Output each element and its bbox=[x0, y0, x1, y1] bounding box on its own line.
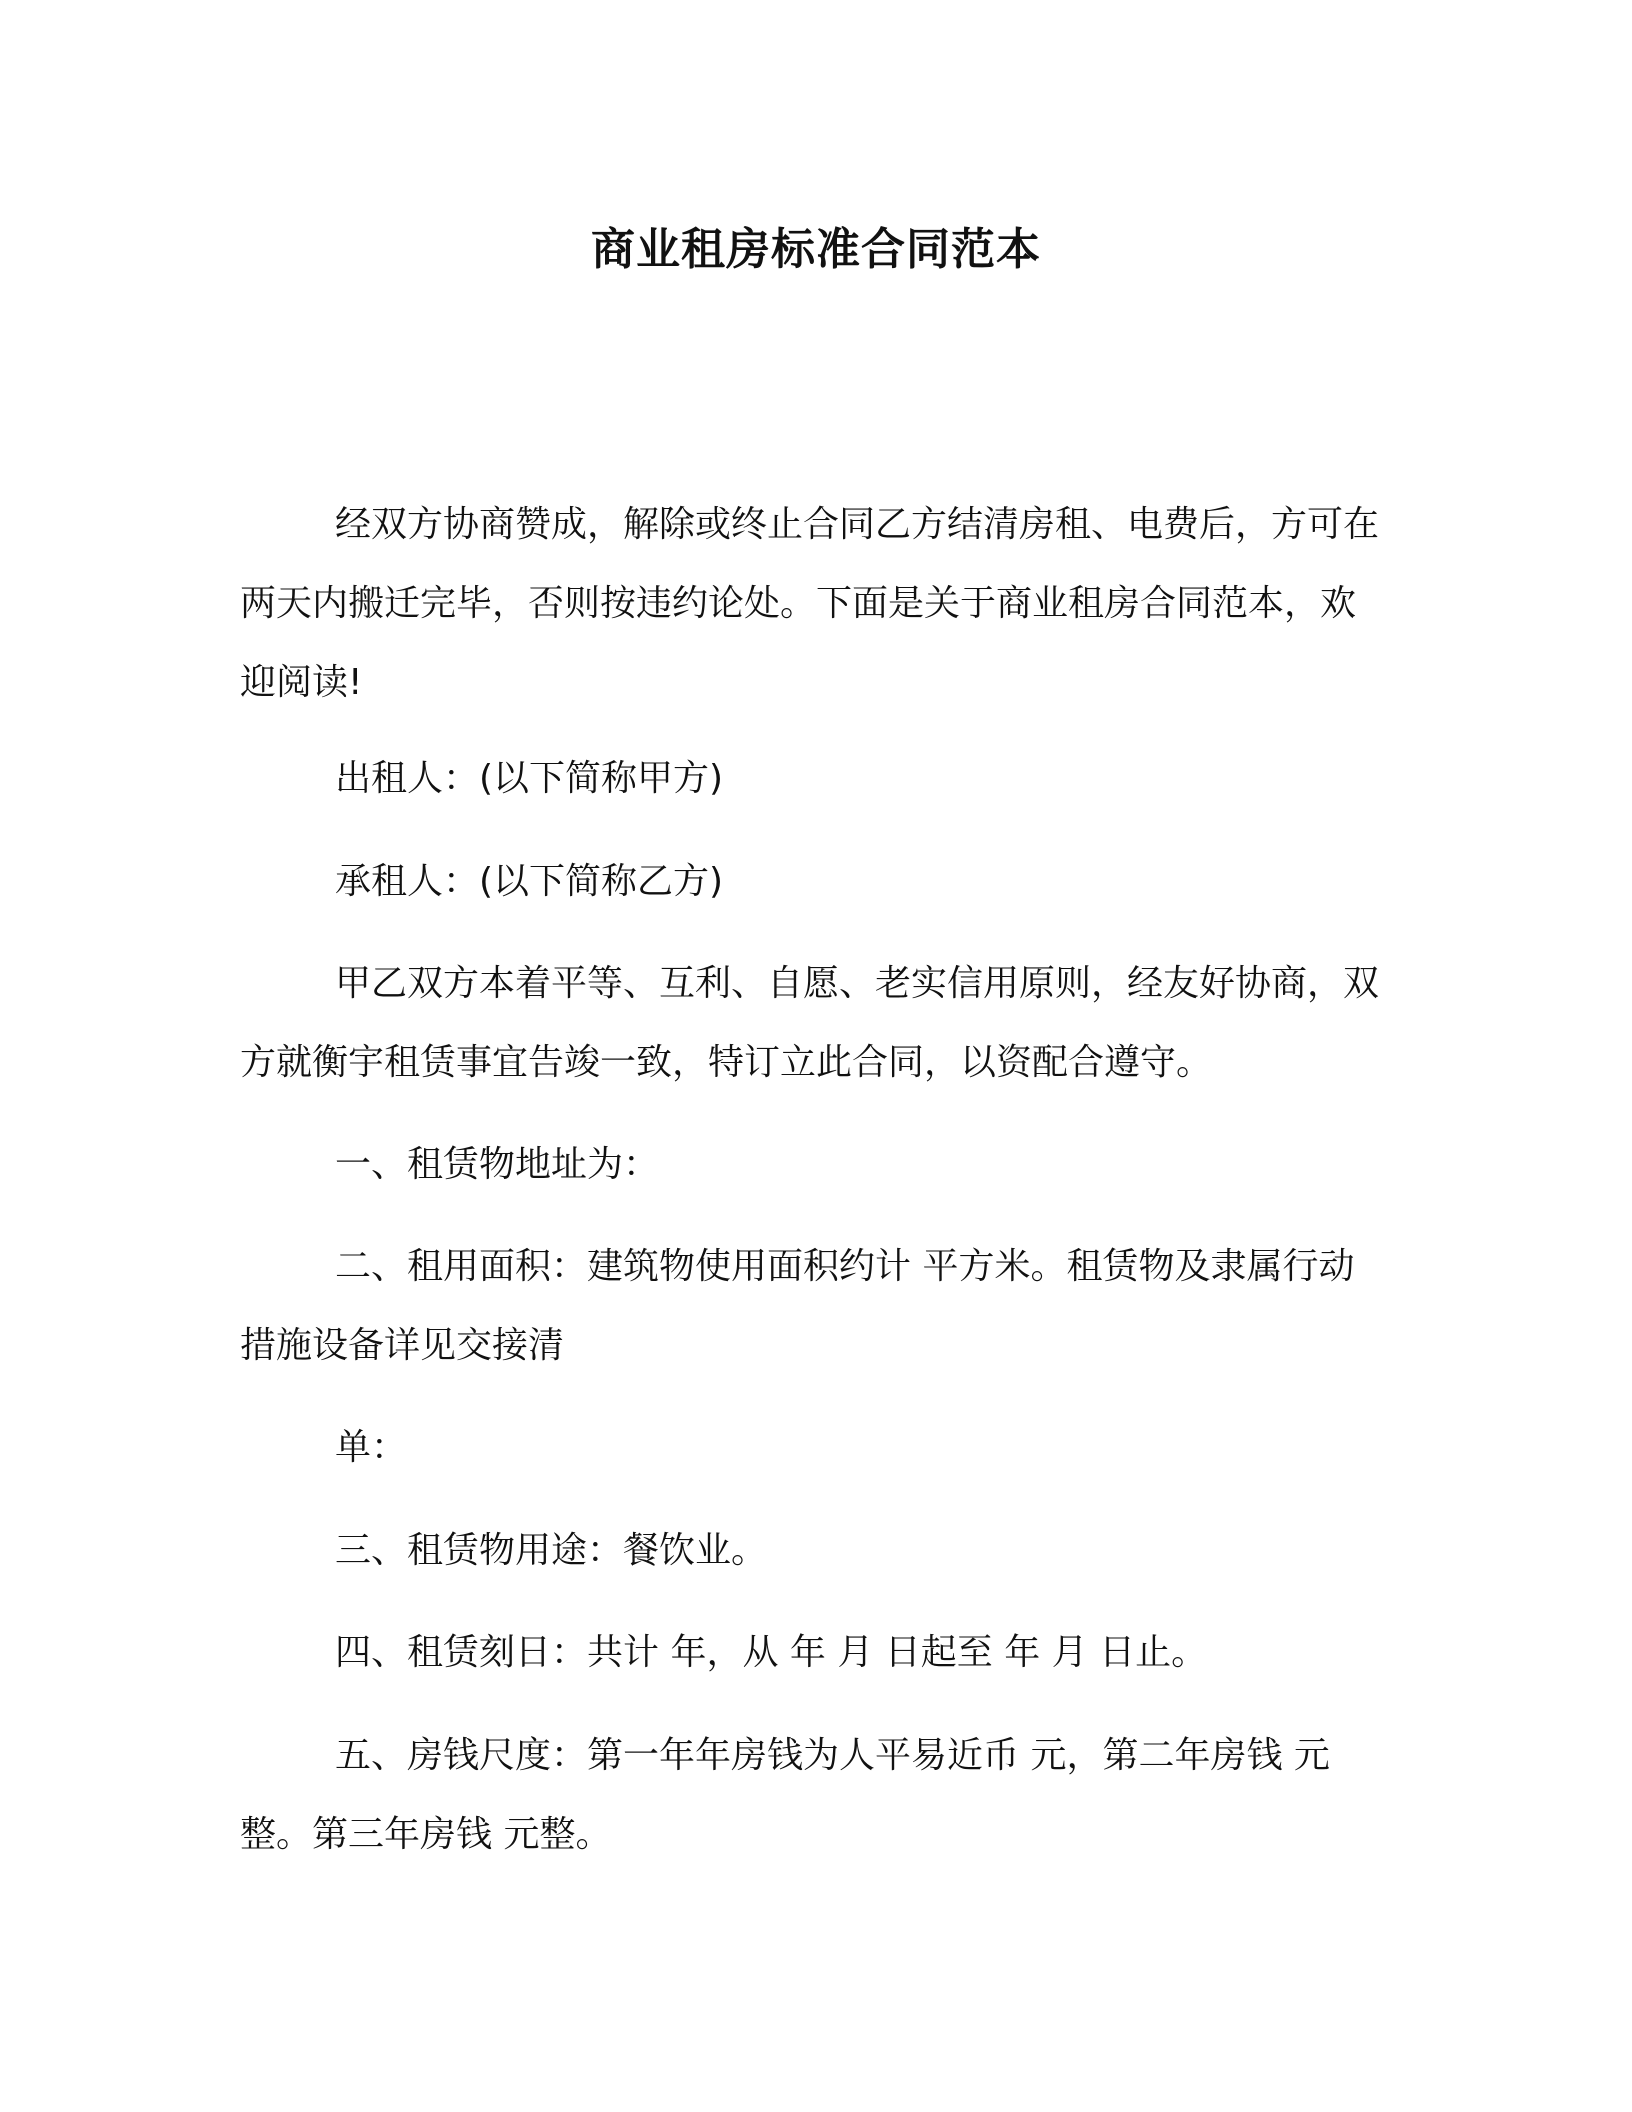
paragraph-clause-2: 二、租用面积：建筑物使用面积约计 平方米。租赁物及隶属行动措施设备详见交接清 bbox=[240, 1246, 1355, 1366]
paragraph-clause-5: 五、房钱尺度：第一年年房钱为人平易近币 元，第二年房钱 元整。第三年房钱 元整。 bbox=[240, 1735, 1330, 1855]
paragraph-clause-4: 四、租赁刻日：共计 年，从 年 月 日起至 年 月 日止。 bbox=[335, 1632, 1208, 1673]
paragraph-lessee: 承租人：(以下简称乙方) bbox=[335, 861, 724, 902]
document-title: 商业租房标准合同范本 bbox=[591, 224, 1041, 275]
paragraph-clause-2-continued: 单： bbox=[335, 1427, 408, 1468]
paragraph-clause-1: 一、租赁物地址为： bbox=[335, 1144, 660, 1185]
paragraph-clause-3: 三、租赁物用途：餐饮业。 bbox=[335, 1530, 768, 1571]
paragraph-principles: 甲乙双方本着平等、互利、自愿、老实信用原则，经友好协商，双方就衡宇租赁事宜告竣一致，特订立此合同，以资配合遵守。 bbox=[240, 963, 1380, 1083]
paragraph-intro: 经双方协商赞成，解除或终止合同乙方结清房租、电费后，方可在两天内搬迁完毕，否则按违约论处。下面是关于商业租房合同范本，欢迎阅读! bbox=[240, 504, 1380, 703]
paragraph-lessor: 出租人：(以下简称甲方) bbox=[335, 758, 724, 799]
